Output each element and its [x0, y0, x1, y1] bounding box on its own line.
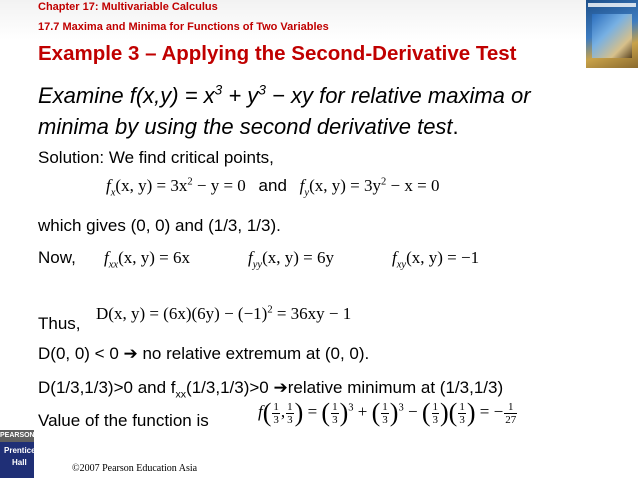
discriminant-equation: D(x, $y) = (6x)(6y) - (-1)^2 = 36xy - 1$	[96, 304, 352, 323]
problem-statement: Examine $f(x,y) = x^3 + y^3$ − xy for relative maxima or minima by using the second derivative test.	[38, 82, 531, 139]
prentice-text: Prentice	[4, 446, 36, 455]
copyright-notice: ©2007 Pearson Education Asia	[72, 463, 198, 474]
now-label: Now,	[38, 248, 76, 267]
book-cover-picture	[592, 14, 632, 58]
value-label: Value of the function is	[38, 411, 209, 430]
fyy-equation: $f_{yy}(x$, y) = 6y	[248, 248, 335, 271]
book-cover-title-bar	[588, 3, 636, 7]
d13-line: D(1/3,1/3)>0 and $f_{xx}(1/3,1/3)>0$ ➔relative minimum at (1/3,1/3)	[38, 378, 504, 401]
d00-line: D(0, 0) < 0 ➔ no relative extremum at (0, 0).	[38, 344, 370, 363]
function-value-equation: f( $\frac{1}{3}$ , $\frac{1}{3}$ ) = ( $\frac{1}{3}$ )$^3$ + ( $\frac{1}{3}$ )$^3$ − ( $\frac{1}{3}$ )( $\frac{1}{3}$ ) = − $\frac{1}{27}$	[258, 398, 517, 427]
thus-label: Thus,	[38, 314, 81, 333]
example-title: Example 3 – Applying the Second-Derivative Test	[38, 42, 517, 65]
hall-text: Hall	[12, 458, 27, 467]
pearson-brand: PEARSON	[0, 430, 34, 442]
solution-line: Solution: We find critical points,	[38, 148, 274, 167]
chapter-label: Chapter 17: Multivariable Calculus	[38, 1, 218, 13]
fxy-equation: $f_{xy}(x$, y) = −1	[392, 248, 480, 271]
fxx-equation: $f_{xx}(x$, y) = 6x	[104, 248, 191, 271]
section-label: 17.7 Maxima and Minima for Functions of Two Variables	[38, 21, 329, 33]
critical-points-line: which gives (0, 0) and (1/3, 1/3).	[38, 216, 281, 235]
critical-point-equations: $f_x(x$, $y) = 3x^2 - y = 0$ and $f_y(x$, $y) = 3y^2 - x = 0$	[106, 176, 440, 199]
book-cover-image	[586, 0, 638, 68]
